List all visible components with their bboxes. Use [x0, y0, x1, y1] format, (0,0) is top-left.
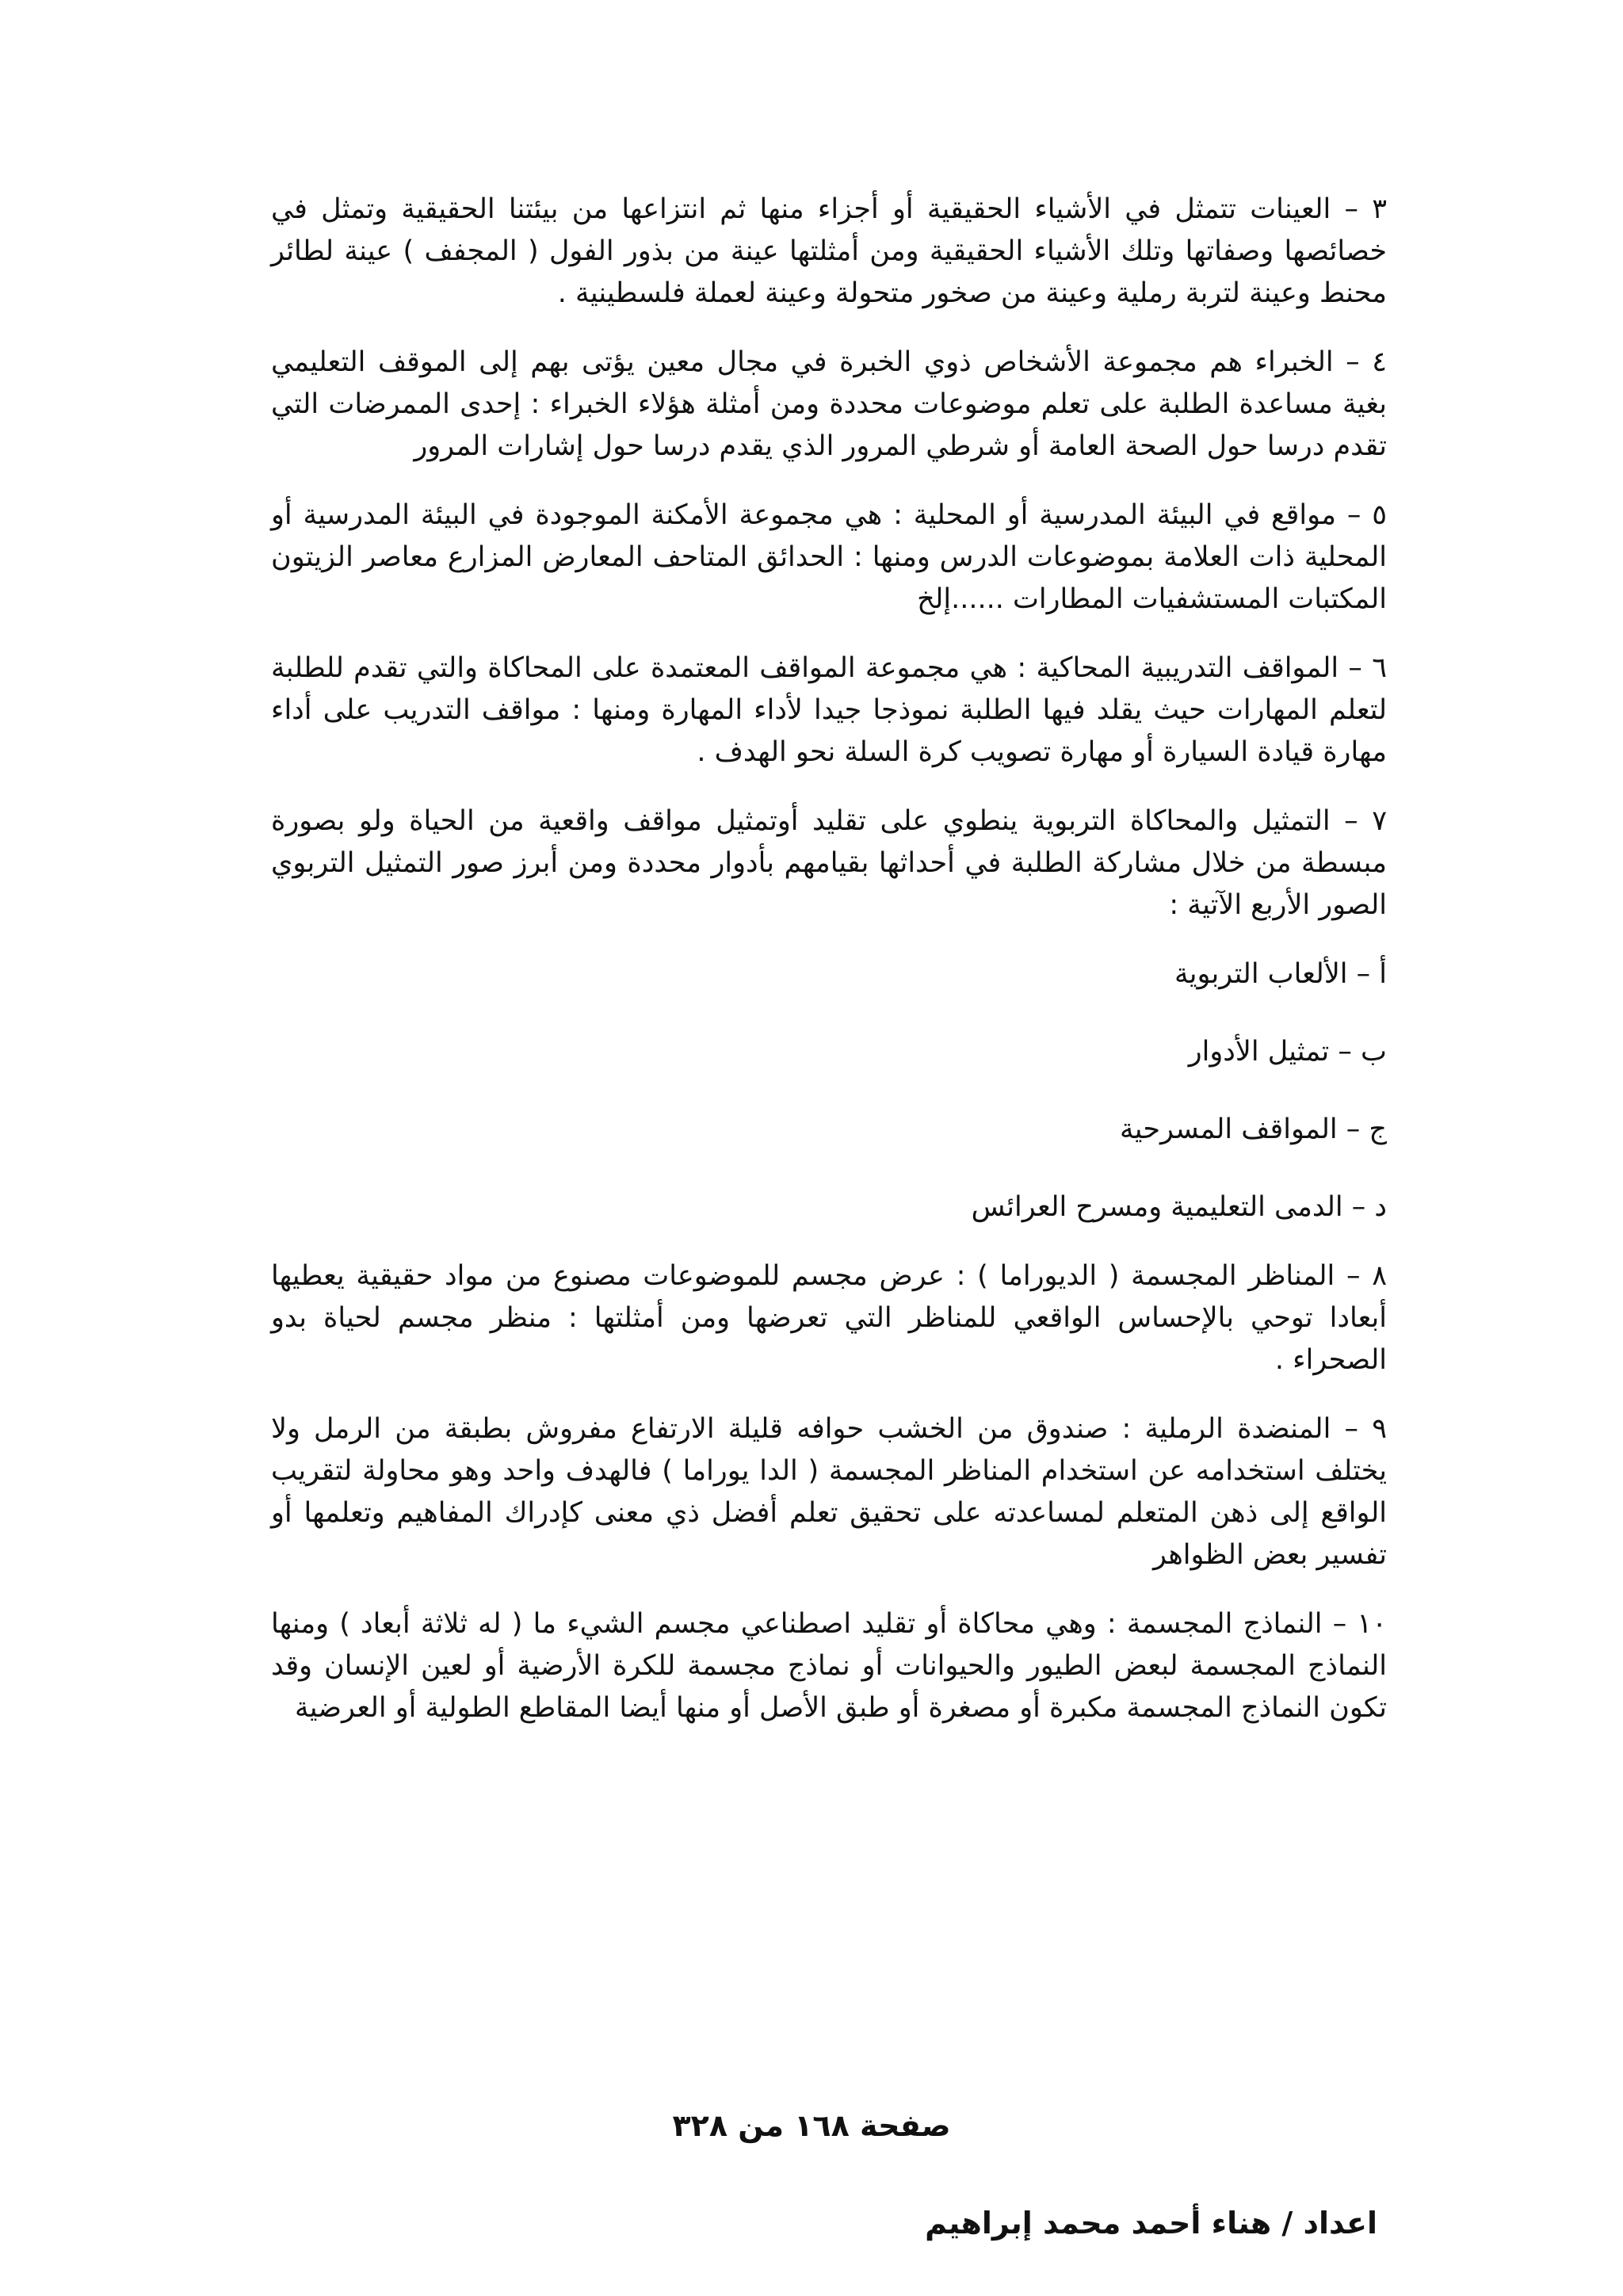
paragraph-sand-table: ٩ – المنضدة الرملية : صندوق من الخشب حوافه قليلة الارتفاع مفروش بطبقة من الرمل ولا يختلف استخدامه عن استخدام المناظر المجسمة ( الدا يوراما ) فالهدف واحد وهو محاولة لتقريب الواقع إلى ذهن المتعلم لمساعدته على تحقيق تعلم أفضل ذي معنى كإدراك المفاهيم وتعلمها أو تفسير بعض الظواهر	[271, 1413, 1387, 1571]
list-item: ب – تمثيل الأدوار	[1188, 1036, 1387, 1068]
paragraph-training-situations: ٦ – المواقف التدريبية المحاكية : هي مجموعة المواقف المعتمدة على المحاكاة والتي تقدم للطلبة لتعلم المهارات حيث يقلد فيها الطلبة نموذجا جيدا لأداء المهارة ومنها : مواقف التدريب على أداء مهارة قيادة السيارة أو مهارة تصويب كرة السلة نحو الهدف .	[271, 652, 1387, 768]
paragraph-samples: ٣ – العينات تتمثل في الأشياء الحقيقية أو أجزاء منها ثم انتزاعها من بيئتنا الحقيقية وتمثل في خصائصها وصفاتها وتلك الأشياء الحقيقية ومن أمثلتها عينة من بذور الفول ( المجفف ) عينة لطائر محنط وعينة لتربة رملية وعينة من صخور متحولة وعينة لعملة فلسطينية .	[271, 193, 1387, 309]
paragraph-experts: ٤ – الخبراء هم مجموعة الأشخاص ذوي الخبرة في مجال معين يؤتى بهم إلى الموقف التعليمي بغية مساعدة الطلبة على تعلم موضوعات محددة ومن أمثلة هؤلاء الخبراء : إحدى الممرضات التي تقدم درسا حول الصحة العامة أو شرطي المرور الذي يقدم درسا حول إشارات المرور	[271, 346, 1387, 462]
acting-forms-list	[271, 953, 1387, 1228]
paragraph-models: ١٠ – النماذج المجسمة : وهي محاكاة أو تقليد اصطناعي مجسم الشيء ما ( له ثلاثة أبعاد ) ومنها النماذج المجسمة لبعض الطيور والحيوانات أو نماذج مجسمة للكرة الأرضية أو لعين الإنسان وقد تكون النماذج المجسمة مكبرة أو مصغرة أو طبق الأصل أو منها أيضا المقاطع الطولية أو العرضية	[271, 1608, 1387, 1724]
author-credit: اعداد / هناء أحمد محمد إبراهيم	[925, 2206, 1377, 2241]
list-item: أ – الألعاب التربوية	[1174, 958, 1387, 990]
document-body	[271, 189, 1387, 1756]
page-number: صفحة ١٦٨ من ٣٢٨	[672, 2108, 951, 2143]
paragraph-diorama: ٨ – المناظر المجسمة ( الديوراما ) : عرض مجسم للموضوعات مصنوع من مواد حقيقية يعطيها أبعادا توحي بالإحساس الواقعي للمناظر التي تعرضها ومن أمثلتها : منظر مجسم لحياة بدو الصحراء .	[271, 1260, 1387, 1376]
list-item: د – الدمى التعليمية ومسرح العرائس	[971, 1191, 1387, 1223]
list-item: ج – المواقف المسرحية	[1120, 1114, 1387, 1145]
paragraph-sites: ٥ – مواقع في البيئة المدرسية أو المحلية : هي مجموعة الأمكنة الموجودة في البيئة المدرسية أو المحلية ذات العلامة بموضوعات الدرس ومنها : الحدائق المتاحف المعارض المزارع معاصر الزيتون المكتبات المستشفيات المطارات ......إلخ	[271, 499, 1387, 615]
paragraph-acting-simulation: ٧ – التمثيل والمحاكاة التربوية ينطوي على تقليد أوتمثيل مواقف واقعية من الحياة ولو بصورة مبسطة من خلال مشاركة الطلبة في أحداثها بقيامهم بأدوار محددة ومن أبرز صور التمثيل التربوي الصور الأربع الآتية :	[271, 805, 1387, 921]
